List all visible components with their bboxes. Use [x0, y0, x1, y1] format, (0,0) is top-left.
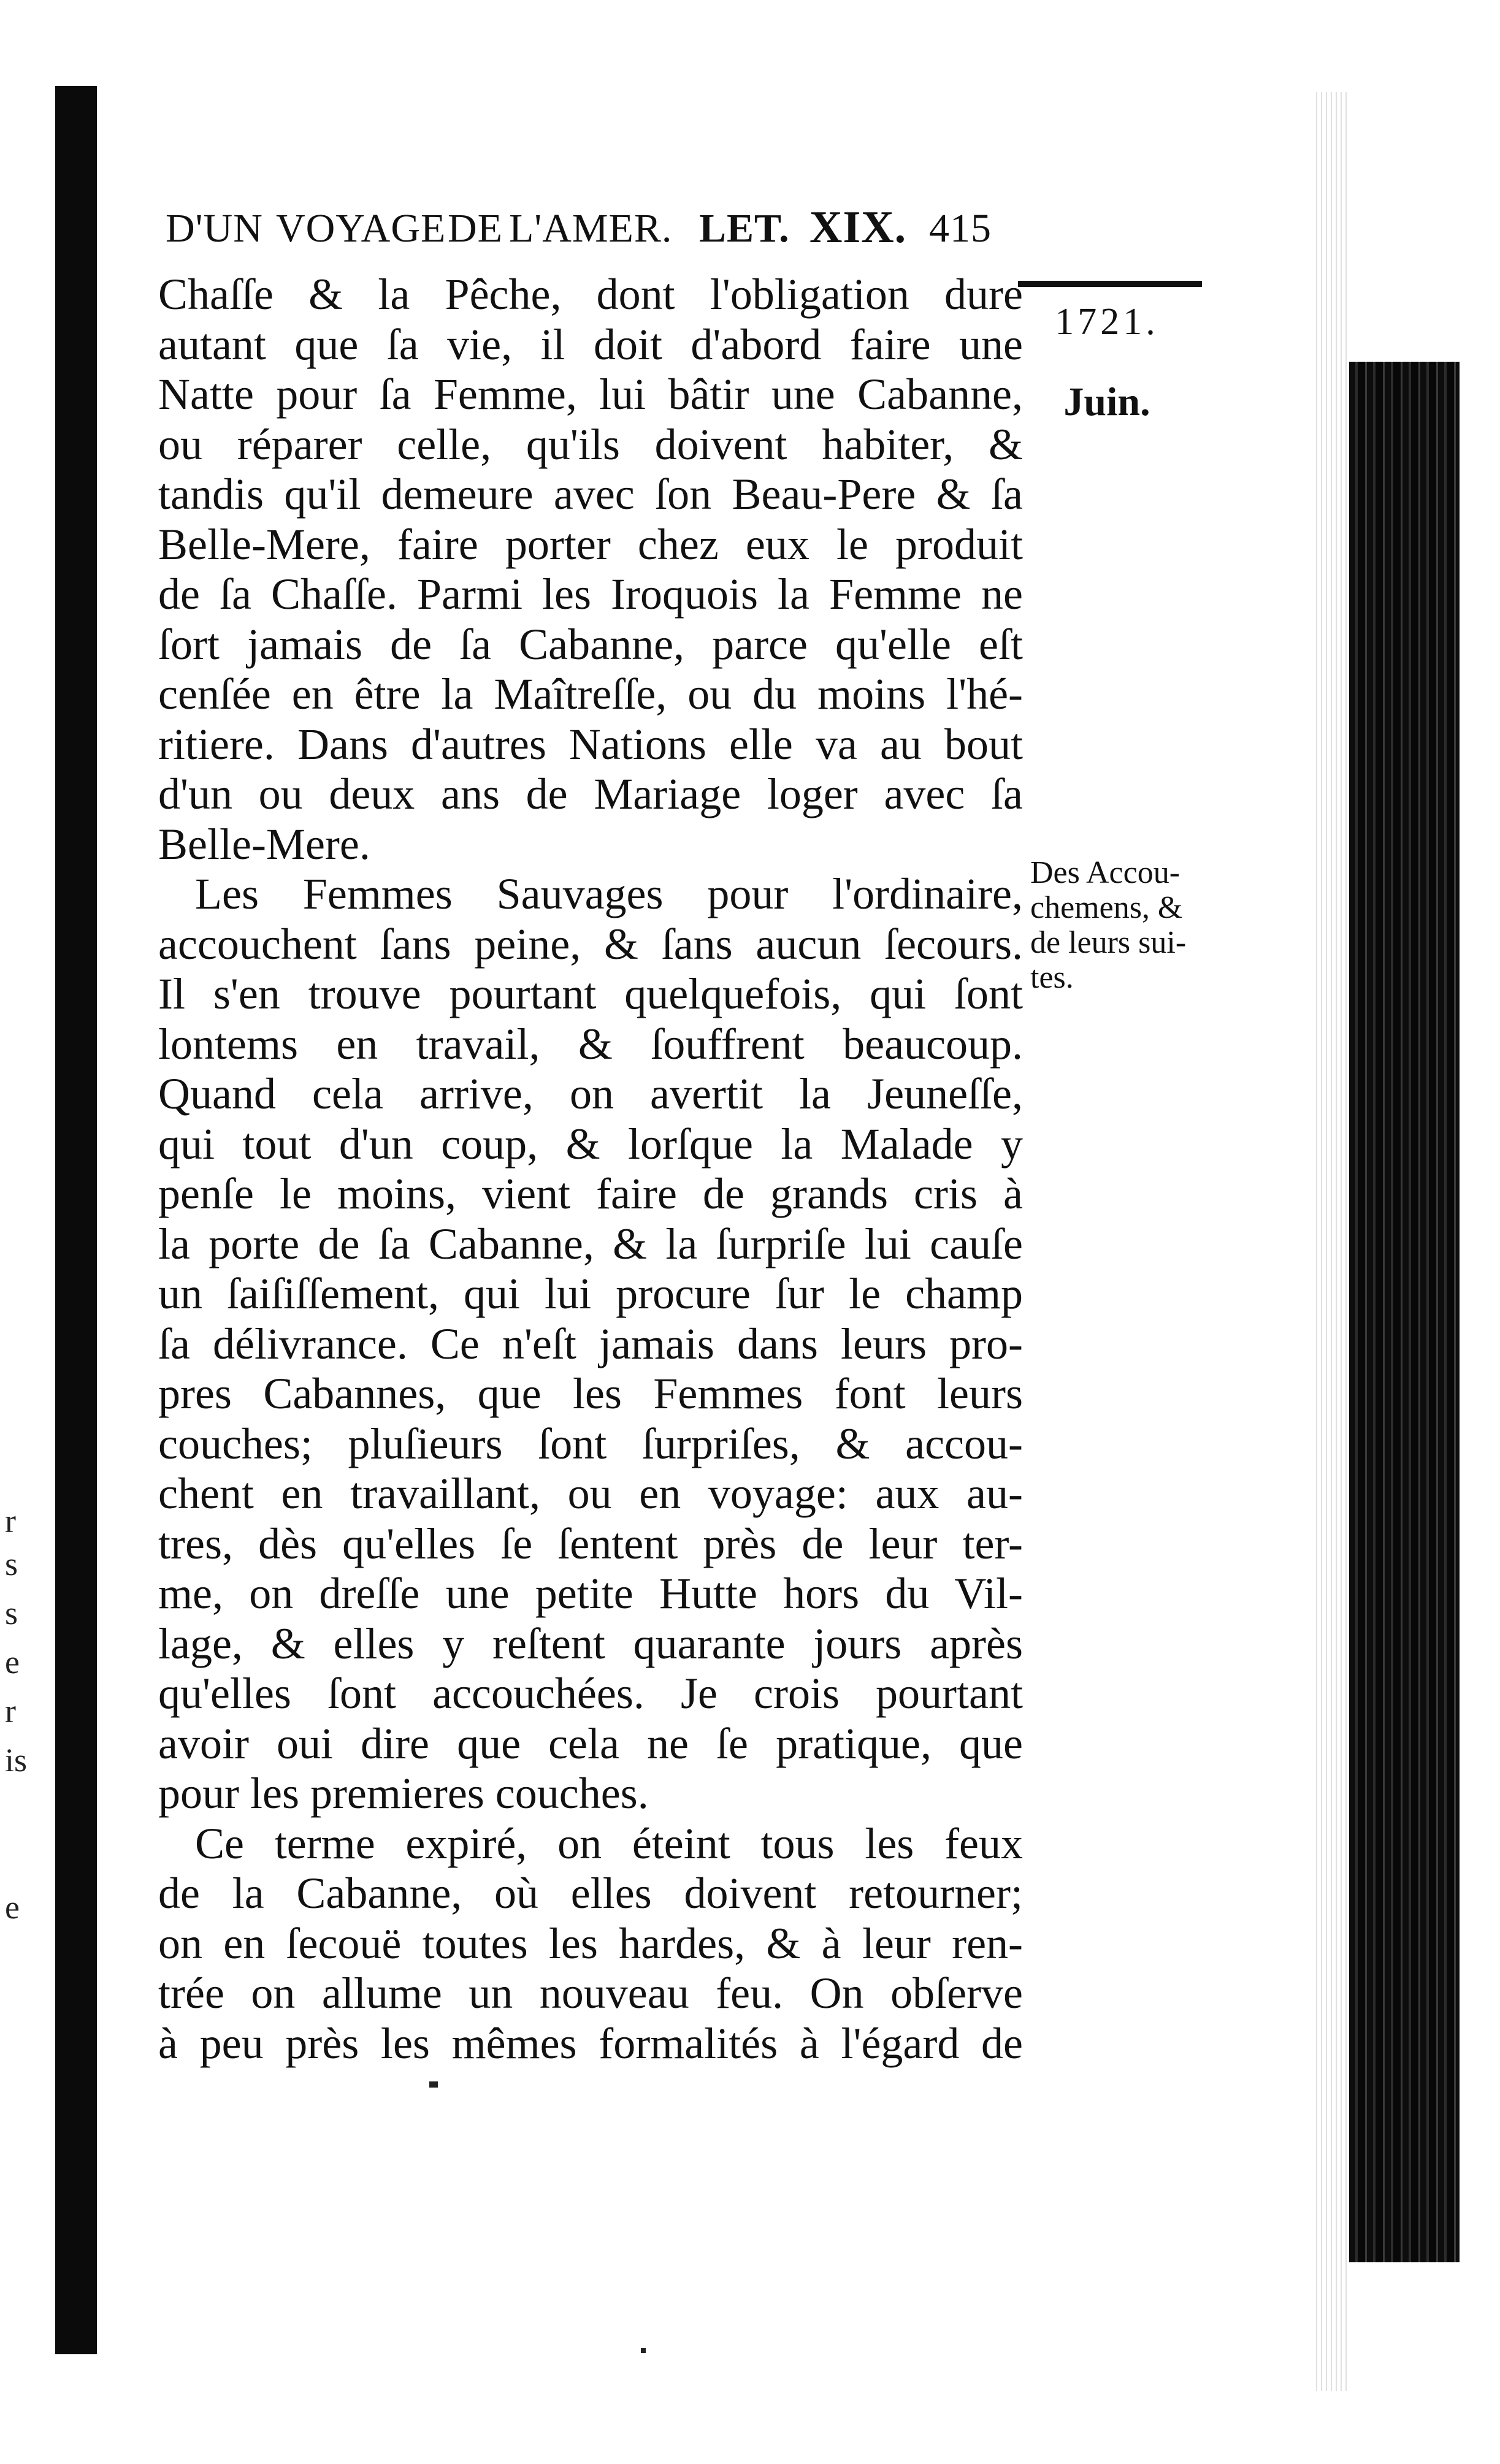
text-line: Natte pour ſa Femme, lui bâtir une Cabanne, — [158, 370, 1023, 419]
text-line: couches; pluſieurs ſont ſurpriſes, & accou- — [158, 1419, 1023, 1468]
header-word: DE — [448, 206, 503, 251]
text-line: pour les premieres couches. — [158, 1769, 649, 1818]
text-line: accouchent ſans peine, & ſans aucun ſecours. — [158, 919, 1023, 969]
text-line: à peu près les mêmes formalités à l'égard de — [158, 2018, 1023, 2068]
body-text — [158, 270, 1023, 2069]
margin-month: Juin. — [1063, 380, 1150, 424]
text-line: tandis qu'il demeure avec ſon Beau-Pere & ſa — [158, 470, 1023, 519]
text-line: tres, dès qu'elles ſe ſentent près de leur ter- — [158, 1519, 1023, 1568]
edge-letter: e — [5, 1889, 20, 1926]
header-word: D'UN — [166, 206, 263, 251]
text-line: avoir oui dire que cela ne ſe pratique, que — [158, 1718, 1023, 1768]
margin-note-line: Des Accou- — [1030, 855, 1180, 890]
text-line: de la Cabanne, où elles doivent retourner; — [158, 1869, 1023, 1918]
edge-letter: e — [5, 1644, 20, 1680]
text-line: on en ſecouë toutes les hardes, & à leur ren- — [158, 1918, 1023, 1968]
header-word: VOYAGE — [276, 206, 446, 251]
header-word: L'AMER. — [509, 206, 673, 251]
text-line: lage, & elles y reſtent quarante jours après — [158, 1619, 1023, 1668]
text-line: ſa délivrance. Ce n'eſt jamais dans leurs pro- — [158, 1319, 1023, 1368]
text-line: un ſaiſiſſement, qui lui procure ſur le champ — [158, 1269, 1023, 1318]
text-line: d'un ou deux ans de Mariage loger avec ſa — [158, 769, 1023, 818]
margin-note-line: tes. — [1030, 960, 1074, 995]
edge-letter: s — [5, 1546, 18, 1582]
text-line: la porte de ſa Cabanne, & la ſurpriſe lui cauſe — [158, 1219, 1023, 1268]
text-line: Chaſſe & la Pêche, dont l'obligation dure — [158, 270, 1023, 319]
facing-page-edge — [0, 0, 37, 2464]
page-number: 415 — [929, 206, 992, 251]
text-line: Belle-Mere, faire porter chez eux le produit — [158, 519, 1023, 569]
margin-rule — [1018, 281, 1202, 287]
text-line: Il s'en trouve pourtant quelquefois, qui ſont — [158, 969, 1023, 1018]
text-line: cenſée en être la Maîtreſſe, ou du moins l'hé- — [158, 669, 1023, 719]
right-binding-shadow — [1349, 362, 1460, 2262]
edge-letter: r — [5, 1693, 16, 1730]
text-line: pres Cabannes, que les Femmes font leurs — [158, 1369, 1023, 1418]
text-line: qu'elles ſont accouchées. Je crois pourtant — [158, 1669, 1023, 1718]
left-binding-shadow — [55, 86, 97, 2354]
text-line: qui tout d'un coup, & lorſque la Malade y — [158, 1119, 1023, 1169]
edge-letter: s — [5, 1595, 18, 1631]
edge-letter: is — [5, 1742, 28, 1779]
text-line: autant que ſa vie, il doit d'abord faire une — [158, 319, 1023, 369]
margin-year: 1721. — [1055, 301, 1159, 343]
margin-note — [1030, 855, 1220, 995]
edge-letter: r — [5, 1503, 16, 1539]
text-line: ou réparer celle, qu'ils doivent habiter, & — [158, 419, 1023, 469]
text-line: chent en travaillant, ou en voyage: aux au- — [158, 1469, 1023, 1518]
ink-speck — [429, 2081, 438, 2088]
running-header — [166, 202, 1006, 273]
text-line: Belle-Mere. — [158, 819, 370, 869]
text-line: Ce terme expiré, on éteint tous les feux — [195, 1818, 1023, 1868]
text-line: Quand cela arrive, on avertit la Jeuneſſe, — [158, 1069, 1023, 1118]
header-word: XIX. — [809, 202, 907, 253]
text-line: trée on allume un nouveau feu. On obſerve — [158, 1969, 1023, 2018]
ink-speck — [641, 2348, 646, 2353]
text-line: me, on dreſſe une petite Hutte hors du Vil- — [158, 1569, 1023, 1618]
header-word: LET. — [699, 206, 790, 251]
text-line: ſort jamais de ſa Cabanne, parce qu'elle eſt — [158, 619, 1023, 669]
text-line: de ſa Chaſſe. Parmi les Iroquois la Femme ne — [158, 570, 1023, 619]
text-line: penſe le moins, vient faire de grands cris à — [158, 1169, 1023, 1218]
text-line: Les Femmes Sauvages pour l'ordinaire, — [195, 869, 1023, 918]
margin-note-line: chemens, & — [1030, 890, 1183, 925]
margin-note-line: de leurs sui- — [1030, 925, 1187, 960]
text-line: ritiere. Dans d'autres Nations elle va au bout — [158, 719, 1023, 769]
text-line: lontems en travail, & ſouffrent beaucoup. — [158, 1019, 1023, 1069]
right-edge-fade — [1312, 92, 1349, 2391]
